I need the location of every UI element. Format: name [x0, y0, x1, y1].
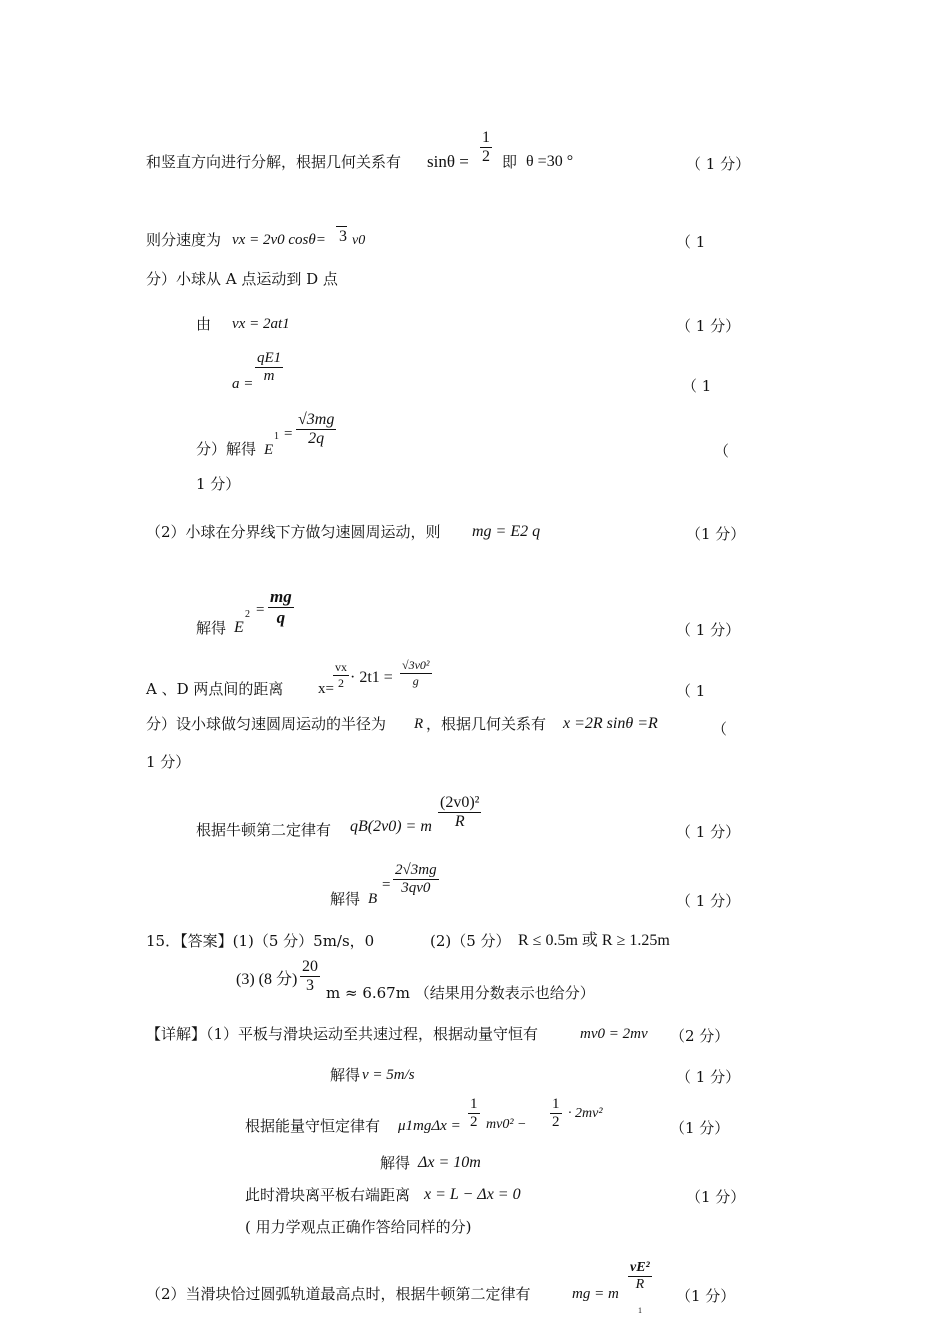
line-14-B: B — [368, 891, 378, 907]
line-21-eq: x = L − Δx = 0 — [424, 1186, 521, 1203]
line-1-theta: θ =30 ° — [526, 153, 574, 170]
line-23-text: （2）当滑块恰过圆弧轨道最高点时，根据牛顿第二定律有 — [146, 1285, 531, 1303]
line-18-eq: v = 5m/s — [362, 1067, 415, 1083]
line-1-text: 和竖直方向进行分解，根据几何关系有 — [146, 153, 402, 171]
line-10-fraction-1 — [333, 660, 349, 691]
line-10-frac1-num: vx — [335, 660, 347, 674]
line-5-lhs: a = — [232, 376, 254, 392]
line-19-half1-den: 2 — [470, 1114, 478, 1130]
line-13-frac-den: R — [454, 813, 465, 830]
line-17-score: （2 分） — [670, 1027, 730, 1045]
line-10-text: A 、D 两点间的距离 — [146, 680, 284, 698]
line-1-frac-den: 2 — [482, 148, 490, 165]
line-2-tail: v0 — [352, 233, 366, 248]
line-6-frac-den: 2q — [308, 430, 325, 447]
line-19-half2-num: 1 — [552, 1096, 560, 1112]
line-9-sub: 2 — [245, 609, 250, 620]
line-19-half-2 — [550, 1096, 562, 1131]
line-6-E: E — [264, 442, 274, 458]
line-9-text: 解得 — [196, 619, 227, 637]
line-6-eq: = — [284, 426, 293, 442]
line-8-text: （2）小球在分界线下方做匀速圆周运动，则 — [146, 523, 441, 541]
line-13-fraction — [438, 794, 481, 831]
line-19-eq: μ1mgΔx = — [398, 1118, 461, 1134]
line-6-sub: 1 — [274, 431, 279, 442]
line-5-frac-num: qE1 — [257, 350, 282, 366]
line-21-text: 此时滑块离平板右端距离 — [245, 1186, 411, 1204]
line-8-eq: mg = E2 q — [472, 523, 541, 540]
line-16-pre: (3) (8 分) — [236, 971, 298, 988]
line-1-ji: 即 — [502, 153, 518, 171]
line-1-eq: sinθ = — [427, 152, 469, 171]
line-23-fraction — [628, 1260, 652, 1293]
line-19-score: （1 分） — [670, 1119, 730, 1137]
line-2-eq: vx = 2v0 cosθ= — [232, 232, 326, 248]
line-10-frac2-den: g — [412, 674, 419, 688]
line-9-frac-num: mg — [270, 587, 292, 606]
line-19-half2-den: 2 — [552, 1114, 560, 1130]
line-5-score: （ 1 — [682, 377, 712, 395]
line-18-text: 解得 — [330, 1066, 361, 1084]
line-5-frac-den: m — [263, 368, 275, 384]
line-13-eq: qB(2v0) = m — [350, 818, 432, 835]
line-19-text: 根据能量守恒定律有 — [245, 1117, 381, 1135]
line-9-fraction — [268, 587, 294, 628]
line-4-eq: vx = 2at1 — [232, 316, 290, 332]
line-2-score: （ 1 — [676, 233, 706, 251]
line-20-eq: Δx = 10m — [418, 1154, 481, 1171]
line-14-frac-num: 2√3mg — [395, 862, 437, 878]
line-13-score: （ 1 分） — [676, 823, 741, 841]
line-16-frac-num: 20 — [302, 958, 318, 975]
line-10-score: （ 1 — [676, 682, 706, 700]
line-14-eq: = — [382, 877, 391, 893]
line-16-frac-den: 3 — [306, 977, 314, 994]
line-20-text: 解得 — [380, 1154, 411, 1172]
line-1 — [146, 153, 401, 171]
line-16-fraction — [300, 958, 320, 995]
line-10-fraction-2 — [400, 658, 432, 689]
line-1-fraction — [480, 129, 492, 166]
line-9-eq: = — [256, 602, 265, 618]
line-6-score: （ — [714, 442, 730, 460]
line-10-frac2-num: √3v0² — [402, 658, 430, 672]
line-11-R: R — [414, 716, 424, 732]
line-15-eq2: R ≤ 0.5m 或 R ≥ 1.25m — [518, 932, 670, 949]
line-6-text: 分）解得 — [196, 440, 257, 458]
line-4-score: （ 1 分） — [676, 317, 741, 335]
line-9-frac-den: q — [276, 608, 286, 627]
line-10-eq: x= — [318, 681, 334, 697]
line-13-frac-num: (2v0)² — [440, 794, 480, 811]
line-10-mid: · 2t1 = — [350, 669, 393, 686]
line-19-half-1 — [468, 1096, 480, 1131]
line-15-part2: (2)（5 分） — [430, 932, 511, 950]
line-19-half1-num: 1 — [470, 1096, 478, 1112]
line-11-text: 分）设小球做匀速圆周运动的半径为 — [146, 715, 387, 733]
line-14-score: （ 1 分） — [676, 892, 741, 910]
line-14-text: 解得 — [330, 890, 361, 908]
line-8-score: （1 分） — [686, 525, 746, 543]
line-12-text: 1 分） — [146, 753, 191, 771]
line-14-frac-den: 3qv0 — [401, 880, 431, 896]
line-13-text: 根据牛顿第二定律有 — [196, 821, 332, 839]
line-17-eq: mv0 = 2mv — [580, 1026, 648, 1042]
line-4-you: 由 — [196, 315, 212, 333]
line-5-fraction — [255, 350, 283, 385]
line-22-text: ( 用力学观点正确作答给同样的分) — [245, 1218, 472, 1236]
line-7-text: 1 分） — [196, 475, 241, 493]
line-14-fraction — [393, 862, 439, 897]
line-1-frac-num: 1 — [482, 129, 490, 146]
line-23-score: （1 分） — [676, 1287, 736, 1305]
line-18-score: （ 1 分） — [676, 1068, 741, 1086]
line-9-score: （ 1 分） — [676, 621, 741, 639]
line-23-frac-num: vE² — [630, 1260, 650, 1275]
line-17-text: 【详解】（1）平板与滑块运动至共速过程，根据动量守恒有 — [146, 1025, 539, 1043]
line-23-eq: mg = m — [572, 1286, 619, 1302]
line-21-score: （1 分） — [686, 1188, 746, 1206]
line-10-frac1-den: 2 — [338, 676, 344, 690]
line-9-E: E — [234, 619, 244, 636]
line-23-sub: 1 — [638, 1306, 642, 1315]
line-1-score: （ 1 分） — [686, 155, 751, 173]
line-6-fraction — [296, 411, 336, 448]
line-16-tail: m ≈ 6.67m （结果用分数表示也给分） — [326, 984, 595, 1002]
line-2-text: 则分速度为 — [146, 231, 222, 249]
line-23-frac-den: R — [635, 1277, 645, 1292]
line-15-text: 15．【答案】(1)（5 分）5m/s，0 — [146, 932, 375, 950]
line-19-t2: · 2mv² — [568, 1106, 603, 1121]
line-11-eq: x =2R sinθ =R — [563, 715, 658, 732]
line-11-score: （ — [712, 720, 728, 738]
line-19-t1: mv0² − — [486, 1117, 527, 1132]
line-6-frac-num: √3mg — [298, 411, 335, 428]
line-11-text2: ，根据几何关系有 — [426, 715, 547, 733]
line-3-text: 分）小球从 A 点运动到 D 点 — [146, 270, 338, 288]
line-2-sqrt: 3 — [336, 226, 347, 246]
